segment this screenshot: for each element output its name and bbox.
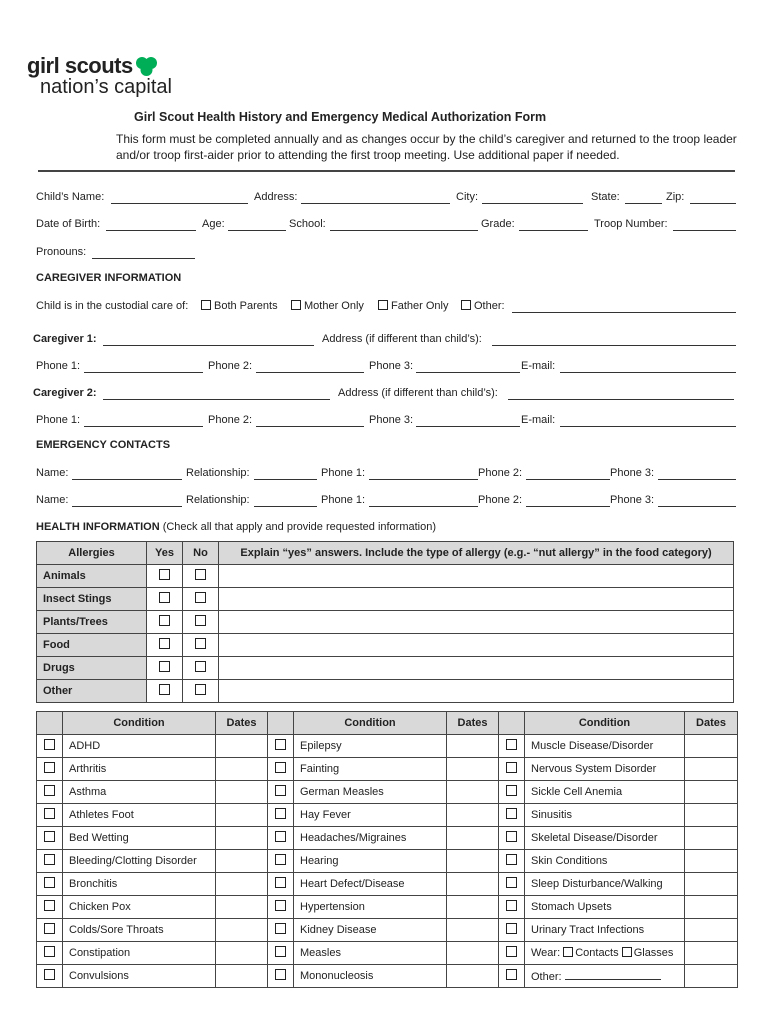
table-row [37, 565, 734, 588]
condition-label: German Measles [294, 781, 447, 804]
phone2-label: Phone 2: [208, 414, 253, 426]
condition-label: Skin Conditions [525, 850, 685, 873]
condition-checkbox[interactable] [506, 831, 517, 842]
conditions-table [36, 711, 738, 988]
other-custody-option[interactable]: Other: [461, 300, 505, 312]
grade-field[interactable] [519, 230, 588, 231]
troop-number-label: Troop Number: [594, 218, 668, 230]
condition-label: Epilepsy [294, 735, 447, 758]
yes-header: Yes [147, 542, 183, 565]
check-header [37, 712, 63, 735]
explain-field[interactable] [219, 611, 734, 634]
condition-checkbox[interactable] [275, 739, 286, 750]
dates-field[interactable] [216, 781, 268, 804]
name-field[interactable] [72, 479, 182, 480]
other-label: Other: [531, 970, 562, 983]
caregiver1-field[interactable] [103, 345, 314, 346]
condition-checkbox[interactable] [44, 877, 55, 888]
condition-checkbox[interactable] [275, 900, 286, 911]
table-row [37, 873, 738, 896]
explain-field[interactable] [219, 565, 734, 588]
condition-checkbox[interactable] [275, 969, 286, 980]
yes-checkbox[interactable] [159, 615, 170, 626]
dates-field[interactable] [685, 781, 738, 804]
caregiver1-label: Caregiver 1: [33, 333, 97, 345]
condition-checkbox[interactable] [275, 785, 286, 796]
allergy-label: Insect Stings [37, 588, 147, 611]
condition-label: Athletes Foot [63, 804, 216, 827]
caregiver-heading: CAREGIVER INFORMATION [36, 272, 182, 284]
allergy-label: Plants/Trees [37, 611, 147, 634]
dates-field[interactable] [216, 896, 268, 919]
condition-label: Nervous System Disorder [525, 758, 685, 781]
no-checkbox[interactable] [195, 615, 206, 626]
divider [38, 170, 735, 172]
condition-label: Sleep Disturbance/Walking [525, 873, 685, 896]
condition-label: Kidney Disease [294, 919, 447, 942]
condition-checkbox[interactable] [44, 946, 55, 957]
allergies-table [36, 541, 734, 703]
school-label: School: [289, 218, 326, 230]
city-label: City: [456, 191, 478, 203]
yes-checkbox[interactable] [159, 684, 170, 695]
caregiver2-row [33, 387, 736, 403]
custodial-row [36, 300, 736, 316]
caregiver2-address-label: Address (if different than child’s): [338, 387, 498, 399]
caregiver2-phones [36, 414, 736, 430]
condition-checkbox[interactable] [44, 831, 55, 842]
no-checkbox[interactable] [195, 684, 206, 695]
health-heading-bold: HEALTH INFORMATION [36, 521, 160, 533]
phone3-field[interactable] [658, 506, 736, 507]
state-field[interactable] [625, 203, 662, 204]
condition-label: Measles [294, 942, 447, 965]
condition-label: Hypertension [294, 896, 447, 919]
dates-header: Dates [216, 712, 268, 735]
form-instructions: This form must be completed annually and as changes occur by the child’s caregiver and returned to the troop leader and/or troop first-aider prior to attending the first troop meeting. Use additional paper if needed. [116, 132, 737, 162]
condition-label: Heart Defect/Disease [294, 873, 447, 896]
phone1-field[interactable] [84, 426, 203, 427]
condition-label: ADHD [63, 735, 216, 758]
table-row [37, 758, 738, 781]
phone3-field[interactable] [416, 372, 520, 373]
dates-field[interactable] [447, 942, 499, 965]
phone2-field[interactable] [256, 372, 364, 373]
condition-label: Bleeding/Clotting Disorder [63, 850, 216, 873]
yes-checkbox[interactable] [159, 638, 170, 649]
dates-field[interactable] [685, 758, 738, 781]
zip-field[interactable] [690, 203, 736, 204]
father-only-option[interactable]: Father Only [378, 300, 448, 312]
relationship-label: Relationship: [186, 494, 250, 506]
condition-checkbox[interactable] [506, 808, 517, 819]
phone1-field[interactable] [369, 479, 478, 480]
phone3-label: Phone 3: [610, 467, 655, 479]
dates-field[interactable] [685, 965, 738, 988]
condition-label: Sickle Cell Anemia [525, 781, 685, 804]
dates-field[interactable] [447, 965, 499, 988]
condition-checkbox[interactable] [506, 946, 517, 957]
condition-header: Condition [525, 712, 685, 735]
dates-field[interactable] [685, 735, 738, 758]
explain-field[interactable] [219, 588, 734, 611]
troop-number-field[interactable] [673, 230, 736, 231]
allergies-header: Allergies [37, 542, 147, 565]
phone1-label: Phone 1: [321, 494, 366, 506]
phone1-label: Phone 1: [36, 360, 81, 372]
checkbox-icon[interactable] [291, 300, 301, 310]
child-row-2 [36, 218, 736, 234]
contacts-label: Contacts [575, 947, 619, 959]
condition-checkbox[interactable] [506, 877, 517, 888]
state-label: State: [591, 191, 620, 203]
table-row [37, 942, 738, 965]
condition-label: Sinusitis [525, 804, 685, 827]
condition-checkbox[interactable] [275, 946, 286, 957]
dates-field[interactable] [447, 827, 499, 850]
address-field[interactable] [301, 203, 450, 204]
phone3-field[interactable] [658, 479, 736, 480]
condition-label: Convulsions [63, 965, 216, 988]
no-checkbox[interactable] [195, 638, 206, 649]
dates-field[interactable] [447, 804, 499, 827]
pronouns-field[interactable] [92, 258, 195, 259]
condition-checkbox[interactable] [275, 854, 286, 865]
table-row [37, 850, 738, 873]
child-row-1 [36, 191, 736, 207]
health-heading-note: (Check all that apply and provide requested information) [159, 521, 437, 533]
condition-checkbox[interactable] [506, 762, 517, 773]
phone2-field[interactable] [256, 426, 364, 427]
table-row [37, 804, 738, 827]
table-row [37, 634, 734, 657]
table-row [37, 735, 738, 758]
table-row [37, 965, 738, 988]
name-label: Name: [36, 467, 69, 479]
dates-field[interactable] [447, 735, 499, 758]
phone2-label: Phone 2: [208, 360, 253, 372]
dates-field[interactable] [216, 942, 268, 965]
dates-field[interactable] [685, 850, 738, 873]
condition-label: Bed Wetting [63, 827, 216, 850]
checkbox-icon[interactable] [461, 300, 471, 310]
caregiver2-field[interactable] [103, 399, 330, 400]
wear-label: Wear: [531, 947, 561, 959]
email-field[interactable] [560, 426, 736, 427]
checkbox-icon[interactable] [201, 300, 211, 310]
dob-label: Date of Birth: [36, 218, 101, 230]
explain-field[interactable] [219, 634, 734, 657]
emergency-contact-2 [36, 494, 736, 510]
condition-checkbox[interactable] [44, 923, 55, 934]
table-row [37, 919, 738, 942]
pronouns-label: Pronouns: [36, 246, 87, 258]
phone3-label: Phone 3: [369, 360, 414, 372]
dates-field[interactable] [216, 758, 268, 781]
condition-label: Constipation [63, 942, 216, 965]
name-label: Name: [36, 494, 69, 506]
zip-label: Zip: [666, 191, 685, 203]
condition-label: Colds/Sore Throats [63, 919, 216, 942]
dates-field[interactable] [685, 896, 738, 919]
caregiver1-address-label: Address (if different than child’s): [322, 333, 482, 345]
table-row [37, 657, 734, 680]
condition-checkbox[interactable] [506, 900, 517, 911]
both-parents-option[interactable]: Both Parents [201, 300, 278, 312]
condition-checkbox[interactable] [44, 808, 55, 819]
emergency-heading: EMERGENCY CONTACTS [36, 439, 171, 451]
condition-checkbox[interactable] [506, 785, 517, 796]
wear-option [525, 942, 685, 965]
other-condition-field[interactable] [565, 970, 661, 980]
check-header [499, 712, 525, 735]
phone3-field[interactable] [416, 426, 520, 427]
age-field[interactable] [228, 230, 286, 231]
dates-field[interactable] [685, 827, 738, 850]
relationship-field[interactable] [254, 506, 317, 507]
allergy-label: Animals [37, 565, 147, 588]
city-field[interactable] [482, 203, 583, 204]
phone3-label: Phone 3: [369, 414, 414, 426]
dates-field[interactable] [216, 919, 268, 942]
condition-label: Bronchitis [63, 873, 216, 896]
other-condition [525, 965, 685, 988]
contacts-checkbox[interactable] [563, 947, 573, 957]
age-label: Age: [202, 218, 225, 230]
condition-checkbox[interactable] [44, 739, 55, 750]
dates-field[interactable] [216, 850, 268, 873]
table-row [37, 781, 738, 804]
child-name-field[interactable] [111, 203, 248, 204]
condition-checkbox[interactable] [44, 854, 55, 865]
explain-header: Explain “yes” answers. Include the type of allergy (e.g.- “nut allergy” in the food category) [219, 542, 734, 565]
condition-label: Arthritis [63, 758, 216, 781]
phone2-label: Phone 2: [478, 494, 523, 506]
logo-text-line1: girl scouts [27, 53, 133, 78]
no-checkbox[interactable] [195, 569, 206, 580]
logo [27, 55, 172, 97]
phone1-field[interactable] [84, 372, 203, 373]
glasses-label: Glasses [633, 947, 674, 959]
email-label: E-mail: [521, 360, 556, 372]
dates-field[interactable] [447, 850, 499, 873]
form-title: Girl Scout Health History and Emergency Medical Authorization Form [134, 110, 547, 124]
dates-header: Dates [447, 712, 499, 735]
condition-label: Headaches/Migraines [294, 827, 447, 850]
table-row [37, 896, 738, 919]
table-row [37, 827, 738, 850]
dates-field[interactable] [216, 804, 268, 827]
dates-field[interactable] [216, 873, 268, 896]
condition-label: Mononucleosis [294, 965, 447, 988]
dates-field[interactable] [685, 919, 738, 942]
condition-checkbox[interactable] [506, 969, 517, 980]
check-header [268, 712, 294, 735]
condition-label: Fainting [294, 758, 447, 781]
condition-header: Condition [294, 712, 447, 735]
table-row [37, 588, 734, 611]
condition-label: Skeletal Disease/Disorder [525, 827, 685, 850]
table-row [37, 611, 734, 634]
pronouns-row [36, 246, 736, 262]
trefoil-icon [133, 55, 159, 79]
child-name-label: Child’s Name: [36, 191, 105, 203]
dates-field[interactable] [685, 873, 738, 896]
glasses-checkbox[interactable] [622, 947, 632, 957]
condition-checkbox[interactable] [44, 900, 55, 911]
condition-checkbox[interactable] [506, 923, 517, 934]
dates-field[interactable] [447, 896, 499, 919]
condition-label: Urinary Tract Infections [525, 919, 685, 942]
condition-header: Condition [63, 712, 216, 735]
no-header: No [183, 542, 219, 565]
yes-checkbox[interactable] [159, 592, 170, 603]
custodial-label: Child is in the custodial care of: [36, 300, 189, 312]
phone1-field[interactable] [369, 506, 478, 507]
no-checkbox[interactable] [195, 592, 206, 603]
condition-checkbox[interactable] [275, 923, 286, 934]
school-field[interactable] [330, 230, 478, 231]
emergency-contact-1 [36, 467, 736, 483]
phone1-label: Phone 1: [321, 467, 366, 479]
dates-field[interactable] [447, 781, 499, 804]
explain-field[interactable] [219, 680, 734, 703]
dates-field[interactable] [685, 942, 738, 965]
mother-only-option[interactable]: Mother Only [291, 300, 364, 312]
phone1-label: Phone 1: [36, 414, 81, 426]
condition-checkbox[interactable] [275, 808, 286, 819]
checkbox-icon[interactable] [378, 300, 388, 310]
condition-label: Chicken Pox [63, 896, 216, 919]
caregiver2-label: Caregiver 2: [33, 387, 97, 399]
condition-label: Hearing [294, 850, 447, 873]
condition-checkbox[interactable] [44, 762, 55, 773]
phone2-field[interactable] [526, 479, 610, 480]
phone2-field[interactable] [526, 506, 610, 507]
dates-field[interactable] [216, 965, 268, 988]
caregiver1-phones [36, 360, 736, 376]
address-label: Address: [254, 191, 298, 203]
relationship-field[interactable] [254, 479, 317, 480]
dates-field[interactable] [447, 758, 499, 781]
allergy-label: Food [37, 634, 147, 657]
no-checkbox[interactable] [195, 661, 206, 672]
condition-label: Muscle Disease/Disorder [525, 735, 685, 758]
condition-checkbox[interactable] [275, 877, 286, 888]
email-label: E-mail: [521, 414, 556, 426]
other-custody-field[interactable] [512, 312, 736, 313]
caregiver2-address-field[interactable] [508, 399, 734, 400]
condition-label: Asthma [63, 781, 216, 804]
dob-field[interactable] [106, 230, 196, 231]
dates-field[interactable] [447, 919, 499, 942]
logo-text-line2: nation’s capital [40, 76, 172, 98]
condition-label: Hay Fever [294, 804, 447, 827]
condition-checkbox[interactable] [506, 854, 517, 865]
health-heading [36, 521, 436, 533]
dates-field[interactable] [216, 827, 268, 850]
dates-field[interactable] [685, 804, 738, 827]
phone2-label: Phone 2: [478, 467, 523, 479]
dates-field[interactable] [447, 873, 499, 896]
table-row [37, 680, 734, 703]
relationship-label: Relationship: [186, 467, 250, 479]
caregiver1-row [33, 333, 736, 349]
email-field[interactable] [560, 372, 736, 373]
condition-label: Stomach Upsets [525, 896, 685, 919]
yes-checkbox[interactable] [159, 569, 170, 580]
condition-checkbox[interactable] [44, 785, 55, 796]
condition-checkbox[interactable] [44, 969, 55, 980]
condition-checkbox[interactable] [275, 831, 286, 842]
dates-header: Dates [685, 712, 738, 735]
phone3-label: Phone 3: [610, 494, 655, 506]
dates-field[interactable] [216, 735, 268, 758]
grade-label: Grade: [481, 218, 515, 230]
explain-field[interactable] [219, 657, 734, 680]
condition-checkbox[interactable] [506, 739, 517, 750]
allergy-label: Drugs [37, 657, 147, 680]
caregiver1-address-field[interactable] [492, 345, 736, 346]
allergy-label: Other [37, 680, 147, 703]
name-field[interactable] [72, 506, 182, 507]
yes-checkbox[interactable] [159, 661, 170, 672]
condition-checkbox[interactable] [275, 762, 286, 773]
